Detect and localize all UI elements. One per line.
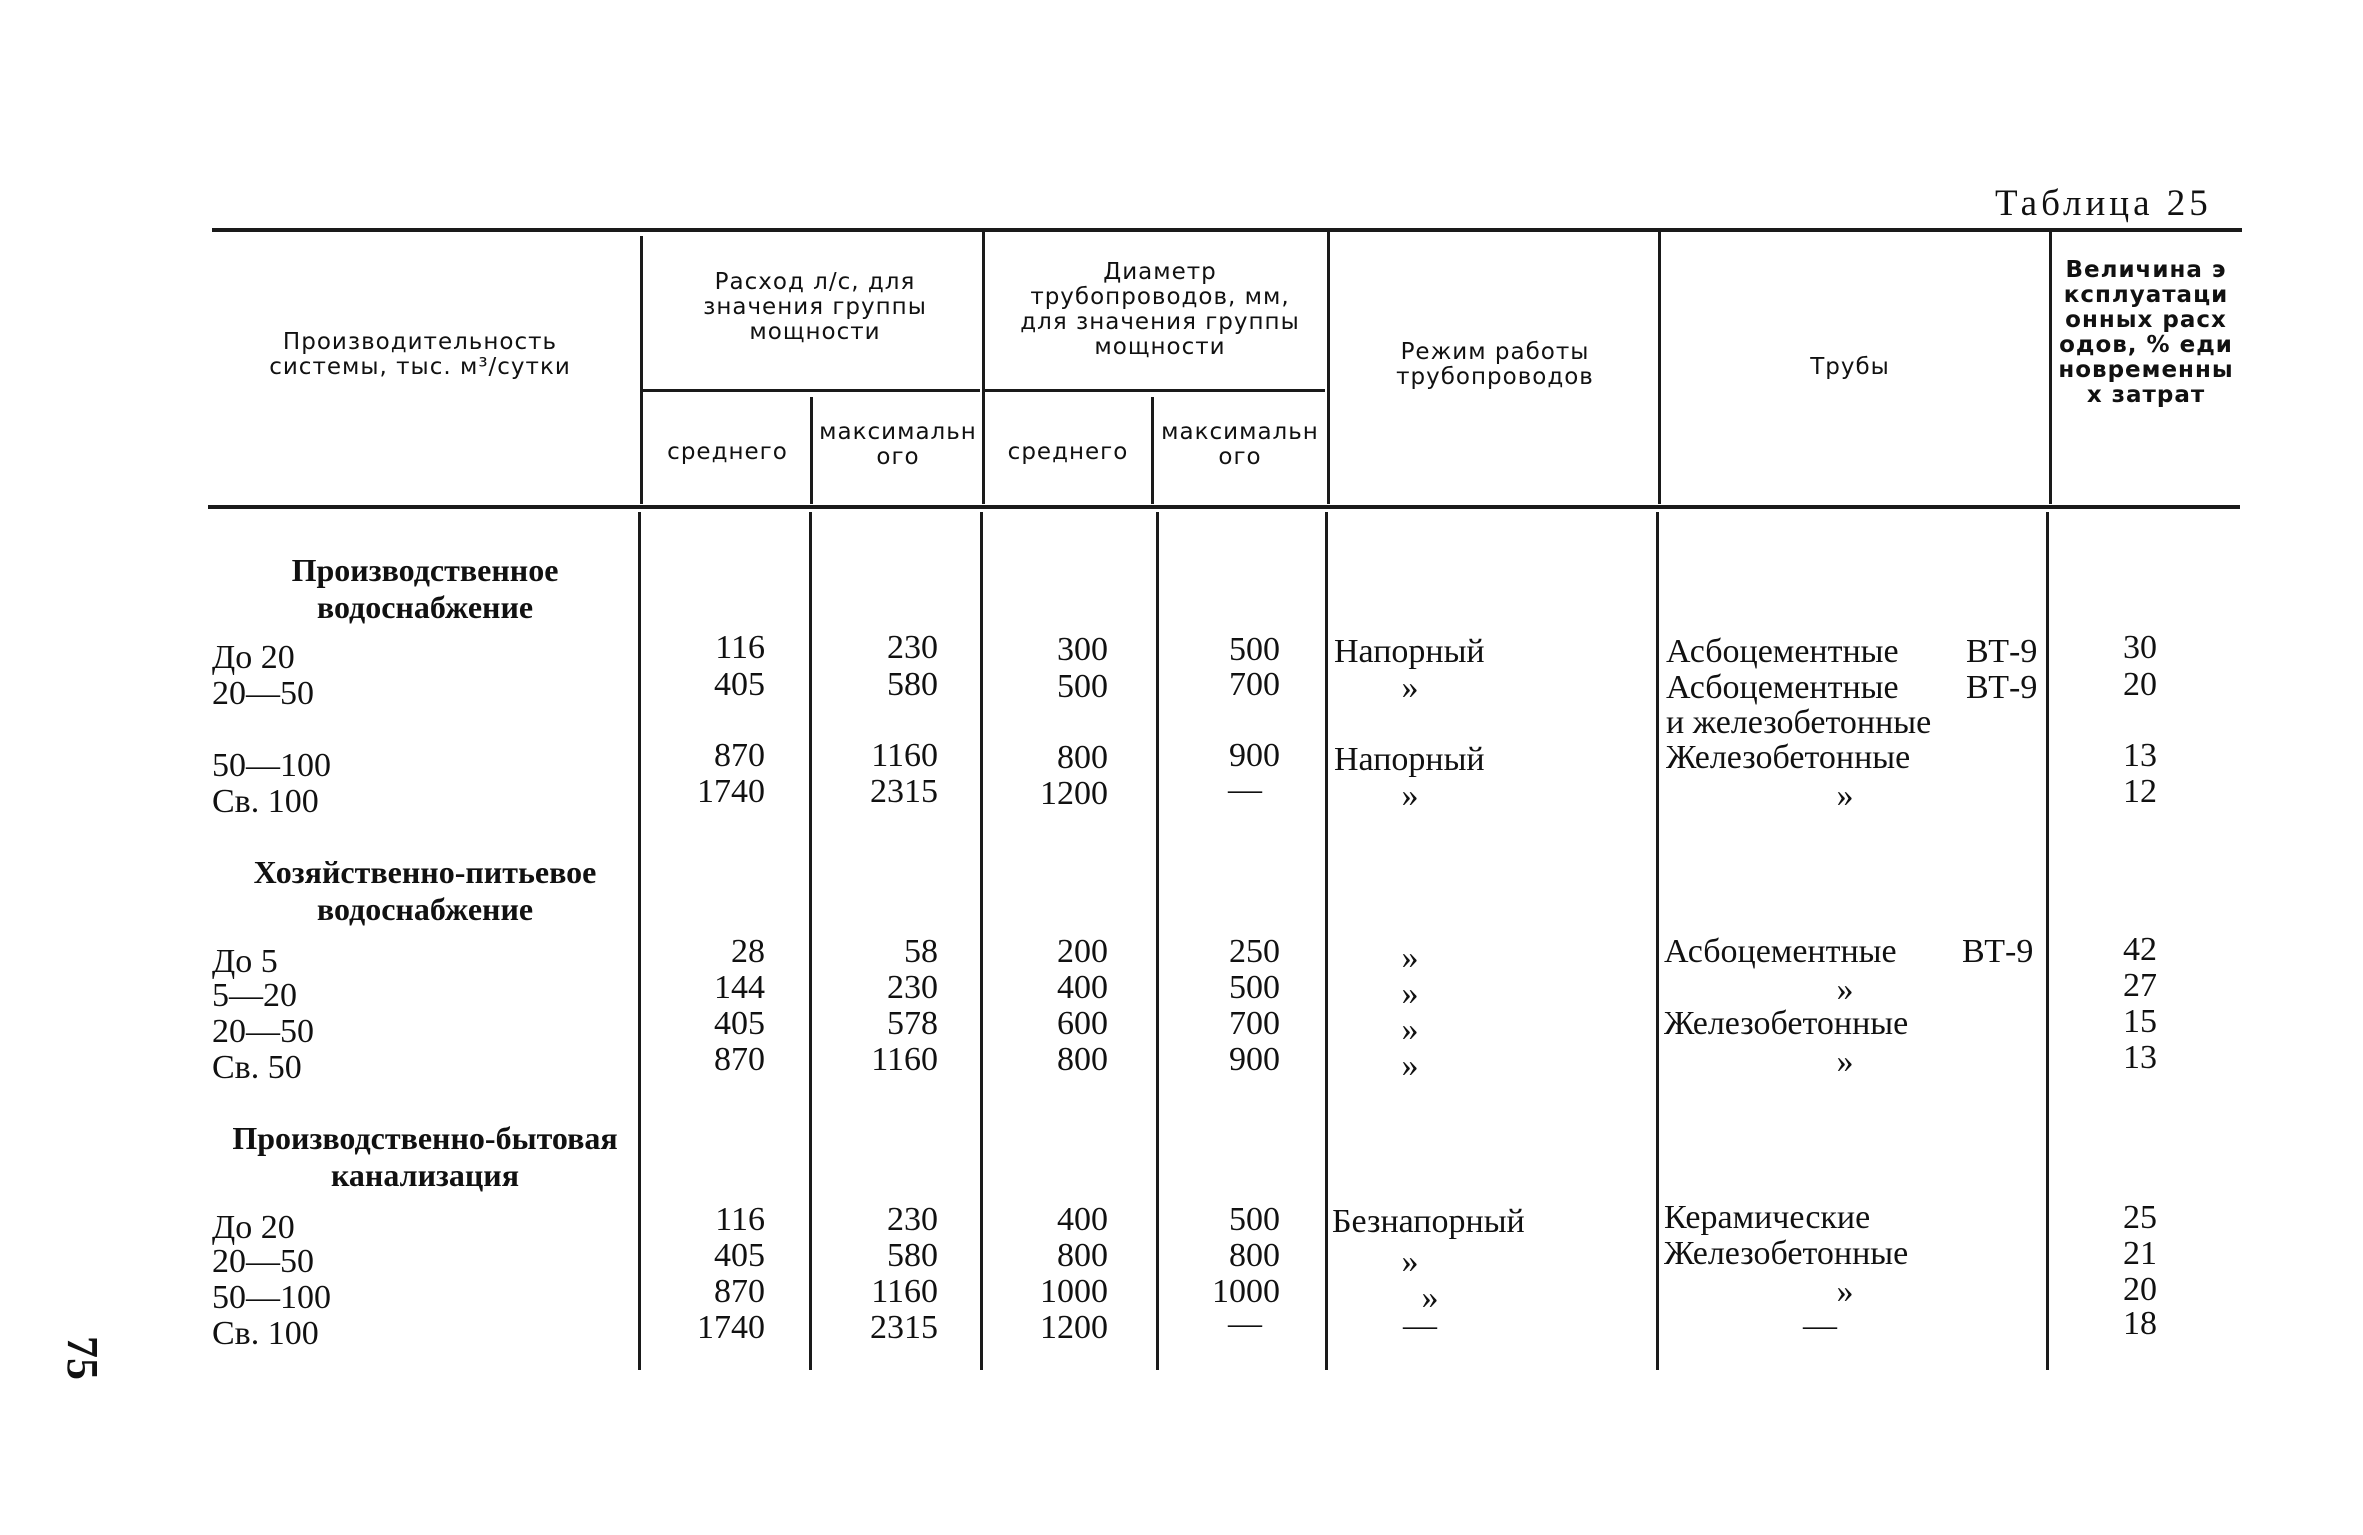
header-divider-4 <box>1658 232 1661 504</box>
capacity-cell: 20—50 <box>212 1243 314 1280</box>
cost-cell: 12 <box>2123 773 2157 810</box>
pipes-cell: Асбоцементные <box>1664 933 1897 970</box>
diam-max-cell: 250 <box>1229 933 1280 970</box>
flow-max-cell: 1160 <box>871 1273 938 1310</box>
cost-cell: 27 <box>2123 967 2157 1004</box>
header-divider-diam <box>1151 397 1154 504</box>
pipes-cell: Асбоцементные <box>1666 633 1899 670</box>
section-title: Хозяйственно-питьевое водоснабжение <box>253 854 597 927</box>
cost-cell: 30 <box>2123 629 2157 666</box>
cost-cell: 20 <box>2123 666 2157 703</box>
diam-avg-cell: 1000 <box>1040 1273 1108 1310</box>
header-diam-max: максимального <box>1161 419 1319 470</box>
pipes-cell: » <box>1836 971 1854 1008</box>
header-divider-3 <box>1327 232 1330 504</box>
diam-avg-cell: 400 <box>1057 969 1108 1006</box>
diam-max-cell: — <box>1228 1305 1262 1342</box>
flow-max-cell: 1160 <box>871 1041 938 1078</box>
mode-cell: Безнапорный <box>1332 1203 1525 1240</box>
pipes-cell: » <box>1836 1273 1854 1310</box>
header-flow-avg: среднего <box>667 439 788 465</box>
capacity-cell: Св. 50 <box>212 1049 302 1086</box>
cost-cell: 13 <box>2123 737 2157 774</box>
diam-max-cell: 700 <box>1229 1005 1280 1042</box>
diam-max-cell: 800 <box>1229 1237 1280 1274</box>
pipes-cell: Асбоцементные <box>1666 669 1899 706</box>
header-flow-max: максимального <box>819 419 977 470</box>
capacity-cell: 50—100 <box>212 1279 331 1316</box>
header-divider-2 <box>982 232 985 504</box>
header-divider-5 <box>2049 232 2052 504</box>
mode-cell: » <box>1401 939 1419 976</box>
capacity-cell: Св. 100 <box>212 783 319 820</box>
cost-cell: 13 <box>2123 1039 2157 1076</box>
diam-max-cell: 500 <box>1229 969 1280 1006</box>
diam-max-cell: 900 <box>1229 1041 1280 1078</box>
body-divider-4 <box>1156 512 1159 1370</box>
pipes-cell: Керамические <box>1664 1199 1871 1236</box>
diam-avg-cell: 1200 <box>1040 1309 1108 1346</box>
pipes-grade-cell: ВТ-9 <box>1962 933 2034 970</box>
diam-avg-cell: 800 <box>1057 1237 1108 1274</box>
header-flow: Расход л/с, для значения группы мощности <box>703 269 927 345</box>
header-divider-flow <box>810 397 813 504</box>
pipes-cell: Железобетонные <box>1664 1235 1909 1272</box>
diam-avg-cell: 300 <box>1057 631 1108 668</box>
capacity-cell: До 20 <box>212 639 295 676</box>
diam-avg-cell: 600 <box>1057 1005 1108 1042</box>
capacity-cell: До 20 <box>212 1209 295 1246</box>
diam-max-cell: — <box>1228 771 1262 808</box>
cost-cell: 42 <box>2123 931 2157 968</box>
header-diam-avg: среднего <box>1007 439 1129 465</box>
capacity-cell: 5—20 <box>212 977 297 1014</box>
flow-avg-cell: 870 <box>714 1273 765 1310</box>
capacity-cell: 20—50 <box>212 1013 314 1050</box>
mode-cell: » <box>1401 669 1419 706</box>
capacity-cell: До 5 <box>212 943 278 980</box>
diam-max-cell: 500 <box>1229 631 1280 668</box>
diam-max-cell: 700 <box>1229 666 1280 703</box>
header-bottom-rule <box>208 505 2240 509</box>
mode-cell: — <box>1403 1307 1437 1344</box>
top-rule <box>212 228 2242 232</box>
flow-max-cell: 2315 <box>870 1309 938 1346</box>
body-divider-6 <box>1656 512 1659 1370</box>
flow-avg-cell: 1740 <box>697 1309 765 1346</box>
mode-cell: » <box>1401 975 1419 1012</box>
flow-avg-cell: 116 <box>715 629 765 666</box>
flow-max-cell: 580 <box>887 1237 938 1274</box>
cost-cell: 18 <box>2123 1305 2157 1342</box>
capacity-cell: 20—50 <box>212 675 314 712</box>
pipes-grade-cell: ВТ-9 <box>1966 633 2038 670</box>
cost-cell: 21 <box>2123 1235 2157 1272</box>
flow-max-cell: 2315 <box>870 773 938 810</box>
header-pipes: Трубы <box>1810 354 1890 380</box>
body-divider-7 <box>2046 512 2049 1370</box>
flow-avg-cell: 405 <box>714 1237 765 1274</box>
diam-avg-cell: 400 <box>1057 1201 1108 1238</box>
mode-cell: Напорный <box>1334 741 1485 778</box>
diam-avg-cell: 800 <box>1057 739 1108 776</box>
header-divider-1 <box>640 236 643 504</box>
flow-avg-cell: 405 <box>714 1005 765 1042</box>
section-title: Производственное водоснабжение <box>291 552 559 625</box>
table-caption: Таблица 25 <box>1995 183 2212 224</box>
flow-subheader-rule <box>640 389 980 392</box>
flow-max-cell: 580 <box>887 666 938 703</box>
cost-cell: 15 <box>2123 1003 2157 1040</box>
flow-max-cell: 230 <box>887 1201 938 1238</box>
flow-avg-cell: 870 <box>714 737 765 774</box>
diam-avg-cell: 1200 <box>1040 775 1108 812</box>
section-title: Производственно-бытовая канализация <box>232 1120 618 1193</box>
pipes-grade-cell: ВТ-9 <box>1966 669 2038 706</box>
flow-avg-cell: 116 <box>715 1201 765 1238</box>
header-capacity: Производительность системы, тыс. м³/сутки <box>269 329 571 380</box>
pipes-cell: Железобетонные <box>1664 1005 1909 1042</box>
pipes-cell: — <box>1803 1307 1837 1344</box>
diameter-subheader-rule <box>985 389 1325 392</box>
cost-cell: 20 <box>2123 1271 2157 1308</box>
flow-avg-cell: 870 <box>714 1041 765 1078</box>
pipes-cell: » <box>1836 1043 1854 1080</box>
body-divider-1 <box>638 512 641 1370</box>
header-mode: Режим работы трубопроводов <box>1396 339 1594 390</box>
body-divider-3 <box>980 512 983 1370</box>
diam-avg-cell: 800 <box>1057 1041 1108 1078</box>
body-divider-5 <box>1325 512 1328 1370</box>
capacity-cell: 50—100 <box>212 747 331 784</box>
flow-max-cell: 1160 <box>871 737 938 774</box>
cost-cell: 25 <box>2123 1199 2157 1236</box>
flow-avg-cell: 405 <box>714 666 765 703</box>
pipes-cell: Железобетонные <box>1666 739 1911 776</box>
flow-max-cell: 58 <box>904 933 938 970</box>
mode-cell: Напорный <box>1334 633 1485 670</box>
diam-max-cell: 1000 <box>1212 1273 1280 1310</box>
mode-cell: » <box>1401 1047 1419 1084</box>
body-divider-2 <box>809 512 812 1370</box>
page-number: 75 <box>58 1336 107 1380</box>
flow-avg-cell: 144 <box>714 969 765 1006</box>
mode-cell: » <box>1401 777 1419 814</box>
flow-max-cell: 578 <box>887 1005 938 1042</box>
header-costs: Величина эксплуатационных расходов, % единовременных затрат <box>2058 257 2234 408</box>
mode-cell: » <box>1421 1279 1439 1316</box>
diam-avg-cell: 500 <box>1057 668 1108 705</box>
pipes-cell: » <box>1836 777 1854 814</box>
capacity-cell: Св. 100 <box>212 1315 319 1352</box>
diam-max-cell: 900 <box>1229 737 1280 774</box>
flow-max-cell: 230 <box>887 969 938 1006</box>
flow-avg-cell: 1740 <box>697 773 765 810</box>
mode-cell: » <box>1401 1011 1419 1048</box>
mode-cell: » <box>1401 1243 1419 1280</box>
flow-max-cell: 230 <box>887 629 938 666</box>
diam-avg-cell: 200 <box>1057 933 1108 970</box>
flow-avg-cell: 28 <box>731 933 765 970</box>
pipes-extra-cell: и железобетонные <box>1666 704 1932 741</box>
header-diameter: Диаметр трубопроводов, мм, для значения группы мощности <box>1020 259 1300 360</box>
diam-max-cell: 500 <box>1229 1201 1280 1238</box>
